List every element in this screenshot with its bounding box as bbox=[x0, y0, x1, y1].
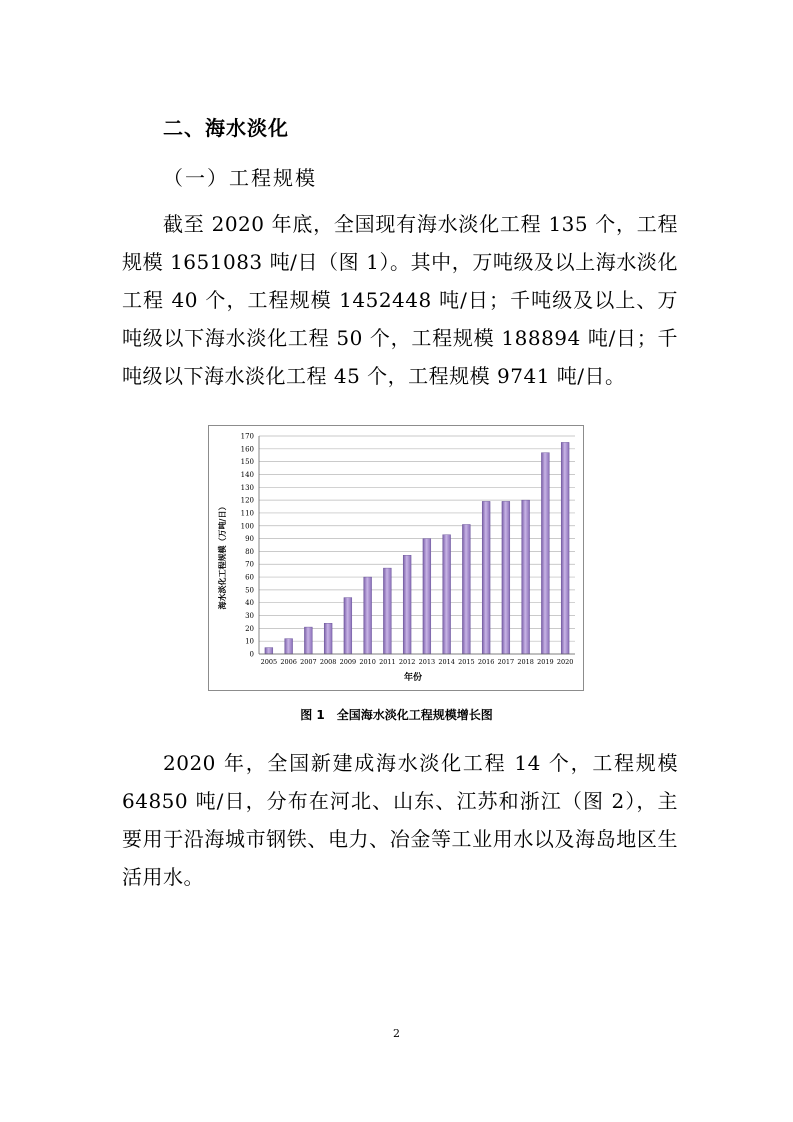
bar-2012 bbox=[403, 555, 411, 654]
y-tick-label: 10 bbox=[245, 637, 254, 646]
paragraph-scale-summary: 截至 2020 年底，全国现有海水淡化工程 135 个，工程规模 1651083 吨/日（图 1）。其中，万吨级及以上海水淡化工程 40 个，工程规模 1452448 吨/日；千吨级及以上、万吨级以下海水淡化工程 50 个，工程规模 188894 吨/日；千吨级以下海水淡化工程 45 个，工程规模 9741 吨/日。 bbox=[122, 212, 678, 388]
y-tick-label: 110 bbox=[240, 509, 254, 518]
bar-2007 bbox=[304, 627, 312, 654]
x-tick-label: 2020 bbox=[556, 658, 574, 666]
page-number: 2 bbox=[393, 1027, 400, 1040]
x-tick-label: 2007 bbox=[300, 658, 317, 666]
x-tick-label: 2009 bbox=[339, 658, 357, 666]
bar-2010 bbox=[364, 577, 372, 654]
bar-2008 bbox=[324, 623, 332, 654]
x-tick-label: 2008 bbox=[319, 658, 337, 666]
bar-2017 bbox=[502, 501, 510, 654]
x-tick-label: 2014 bbox=[438, 658, 455, 666]
bar-chart bbox=[209, 426, 583, 690]
y-tick-label: 130 bbox=[240, 483, 254, 492]
y-tick-label: 140 bbox=[240, 470, 254, 479]
bar-2013 bbox=[423, 539, 431, 654]
y-tick-label: 60 bbox=[245, 573, 254, 582]
x-tick-label: 2012 bbox=[398, 658, 416, 666]
y-tick-label: 80 bbox=[245, 547, 254, 556]
x-axis-title: 年份 bbox=[403, 673, 423, 683]
y-tick-label: 20 bbox=[245, 624, 254, 633]
x-tick-label: 2016 bbox=[477, 658, 495, 666]
x-tick-label: 2015 bbox=[458, 658, 475, 666]
figure-number: 图 1 bbox=[300, 708, 325, 722]
x-tick-label: 2018 bbox=[517, 658, 534, 666]
y-tick-label: 150 bbox=[240, 458, 254, 467]
y-axis-title: 海水淡化工程规模（万吨/日） bbox=[217, 502, 227, 610]
bar-2016 bbox=[482, 501, 490, 654]
bar-2018 bbox=[522, 500, 530, 654]
bar-2015 bbox=[462, 524, 470, 654]
bar-2011 bbox=[383, 568, 391, 654]
figure-caption bbox=[0, 706, 793, 723]
section-heading: 二、海水淡化 bbox=[163, 116, 289, 140]
bar-2020 bbox=[561, 442, 569, 654]
bar-2005 bbox=[265, 648, 273, 654]
x-tick-label: 2006 bbox=[280, 658, 297, 666]
y-tick-label: 160 bbox=[240, 445, 254, 454]
bar-2014 bbox=[443, 535, 451, 654]
x-tick-label: 2011 bbox=[379, 658, 396, 666]
x-tick-label: 2019 bbox=[537, 658, 554, 666]
bar-2019 bbox=[541, 453, 549, 654]
y-tick-label: 120 bbox=[240, 496, 254, 505]
y-tick-label: 0 bbox=[249, 650, 254, 659]
y-tick-label: 70 bbox=[245, 560, 254, 569]
paragraph-new-projects: 2020 年，全国新建成海水淡化工程 14 个，工程规模 64850 吨/日，分布在河北、山东、江苏和浙江（图 2），主要用于沿海城市钢铁、电力、冶金等工业用水以及海岛地区生活用水。 bbox=[122, 751, 678, 889]
bar-2006 bbox=[285, 639, 293, 654]
y-tick-label: 40 bbox=[245, 599, 254, 608]
bar-2009 bbox=[344, 598, 352, 654]
x-tick-label: 2005 bbox=[260, 658, 278, 666]
chart-figure bbox=[208, 425, 584, 691]
x-tick-label: 2013 bbox=[418, 658, 436, 666]
y-tick-label: 100 bbox=[240, 522, 254, 531]
y-tick-label: 50 bbox=[245, 586, 254, 595]
y-tick-label: 170 bbox=[240, 432, 254, 441]
y-tick-label: 90 bbox=[245, 535, 254, 544]
figure-title: 全国海水淡化工程规模增长图 bbox=[336, 708, 493, 722]
subsection-heading: （一）工程规模 bbox=[163, 166, 317, 190]
x-tick-label: 2017 bbox=[497, 658, 515, 666]
x-tick-label: 2010 bbox=[359, 658, 376, 666]
y-tick-label: 30 bbox=[245, 612, 254, 621]
